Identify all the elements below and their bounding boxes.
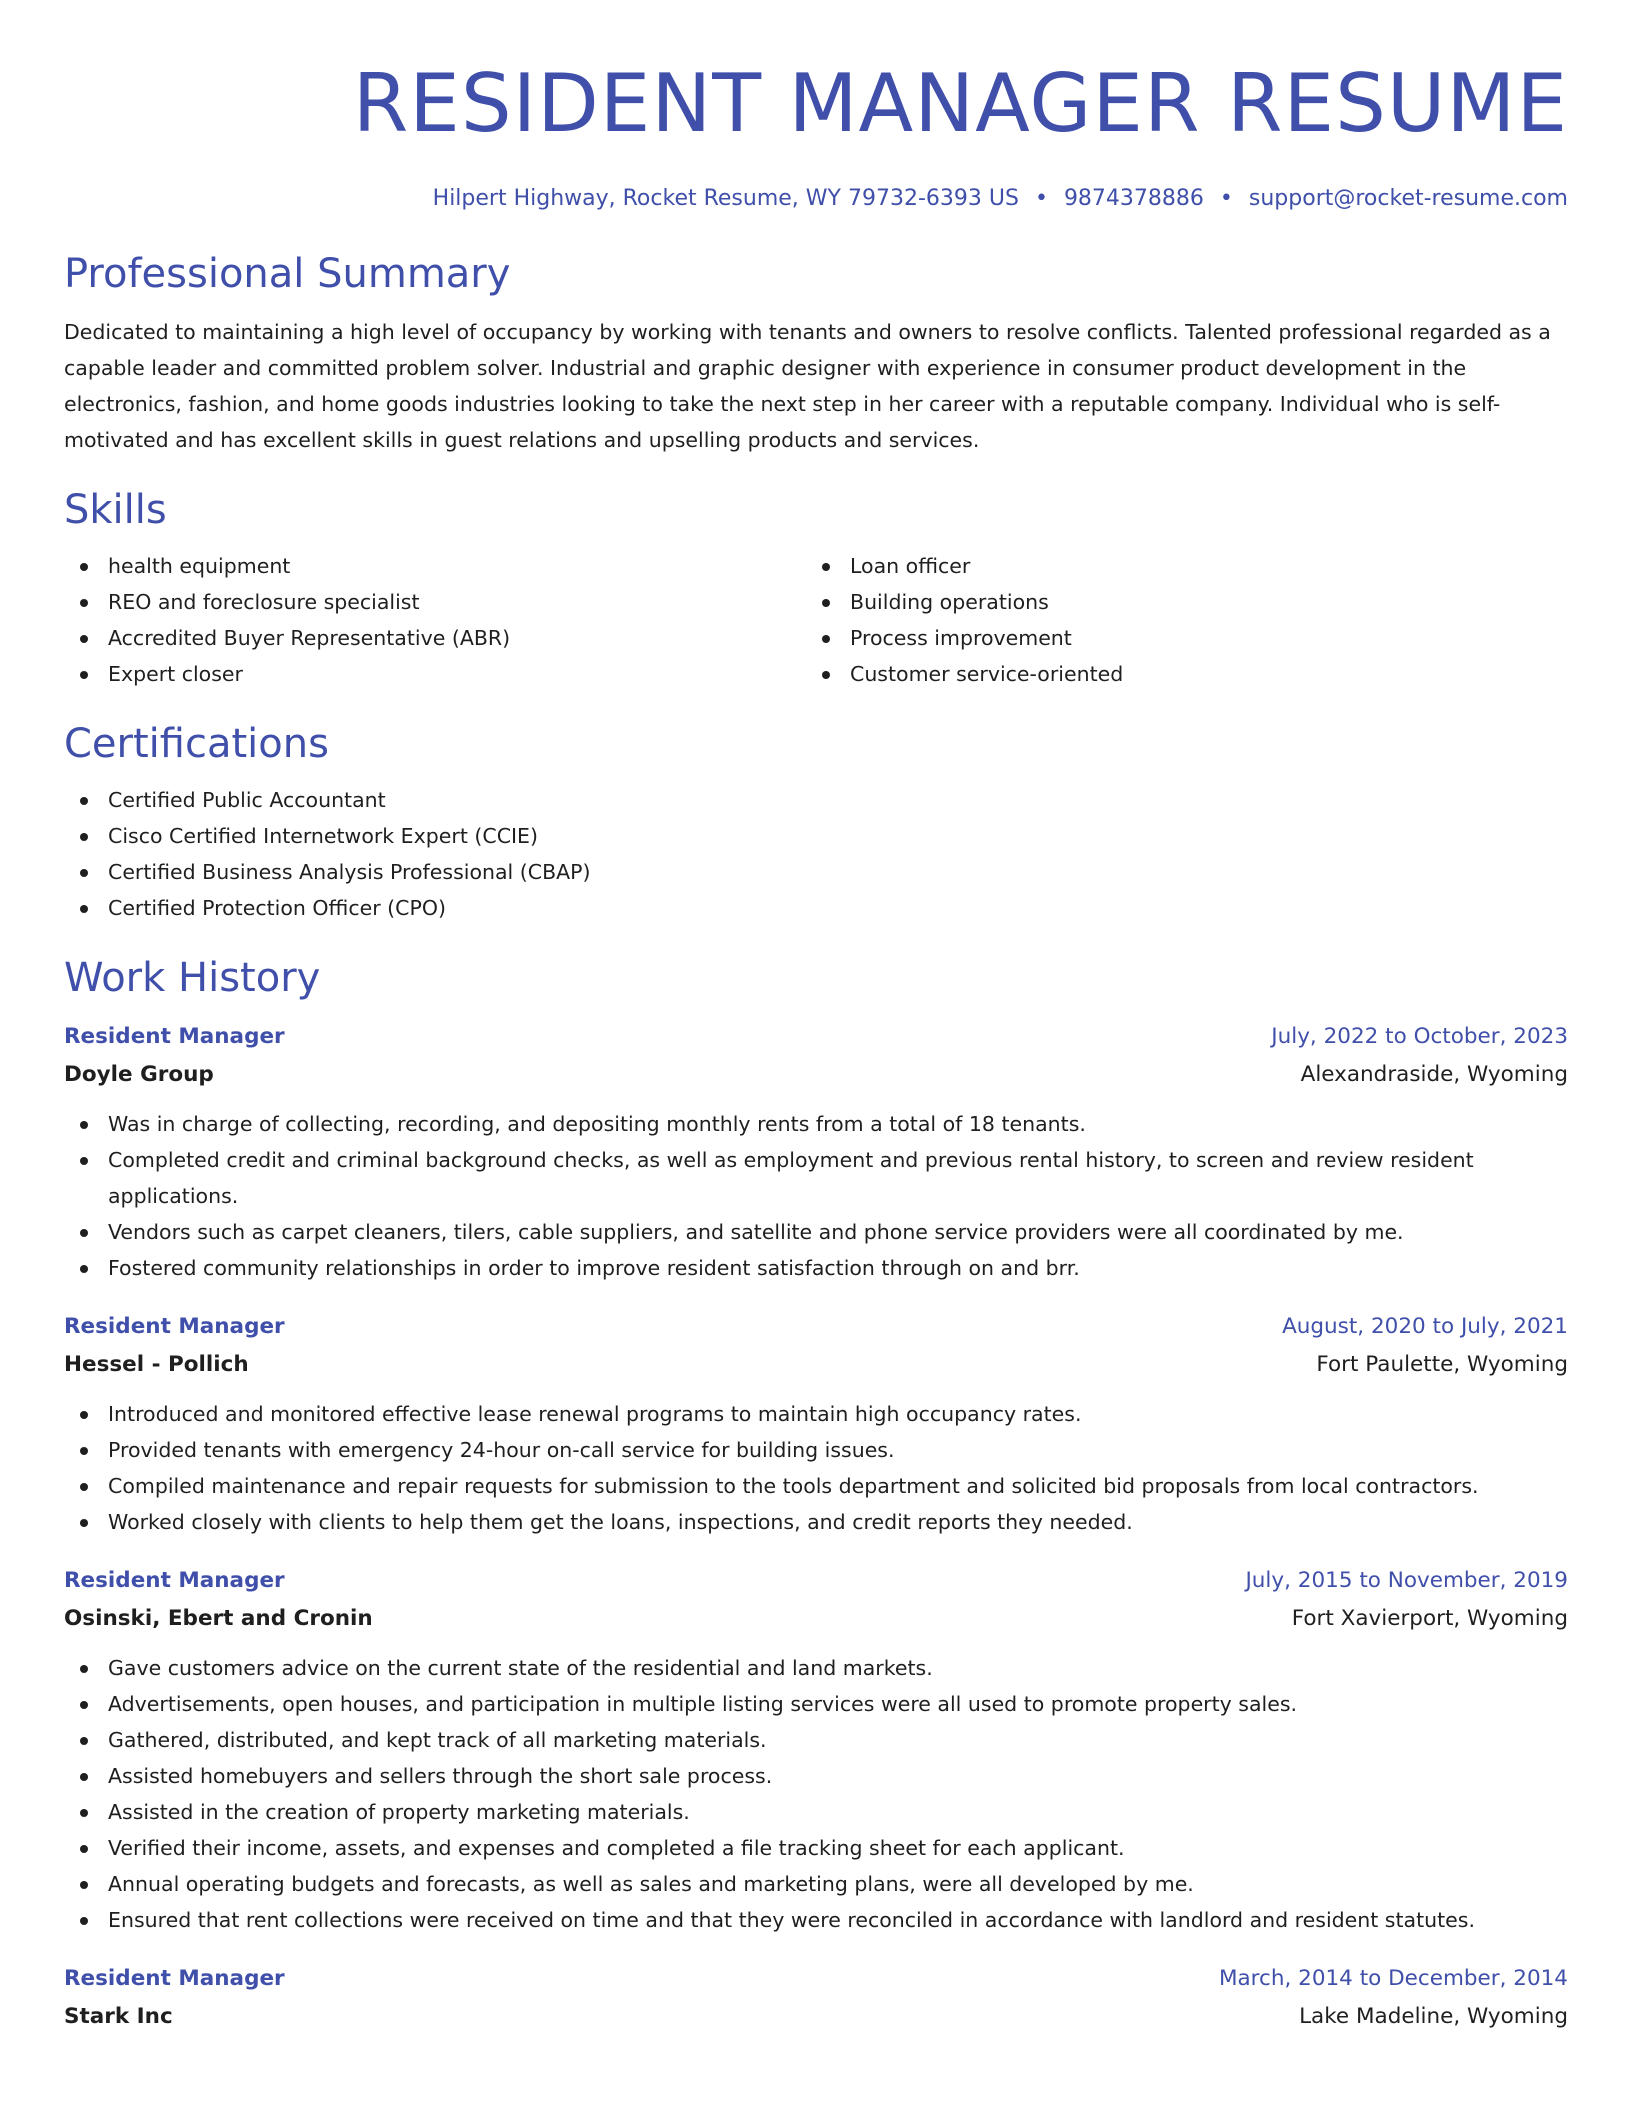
resume-page	[64, 0, 1568, 2112]
certifications-list	[64, 782, 1568, 926]
job-duty-item: Vendors such as carpet cleaners, tilers, cable suppliers, and satellite and phone service providers were all coordinated by me.	[64, 1214, 1568, 1250]
contact-line	[64, 184, 1568, 214]
job-duty-item: Assisted homebuyers and sellers through the short sale process.	[64, 1758, 1568, 1794]
skill-item: Customer service-oriented	[806, 656, 1548, 692]
job-duties-list	[64, 1650, 1568, 1938]
job-location: Fort Paulette, Wyoming	[1316, 1352, 1568, 1377]
job-entry	[64, 1960, 1568, 2036]
job-company: Doyle Group	[64, 1062, 214, 1087]
job-company: Stark Inc	[64, 2004, 173, 2029]
skill-item: Loan officer	[806, 548, 1548, 584]
contact-email[interactable]: support@rocket-resume.com	[1248, 186, 1568, 211]
job-duty-item: Gathered, distributed, and kept track of all marketing materials.	[64, 1722, 1568, 1758]
job-duty-item: Annual operating budgets and forecasts, as well as sales and marketing plans, were all developed by me.	[64, 1866, 1568, 1902]
job-duty-item: Was in charge of collecting, recording, and depositing monthly rents from a total of 18 tenants.	[64, 1106, 1568, 1142]
certification-item: Cisco Certified Internetwork Expert (CCIE)	[64, 818, 1568, 854]
job-location: Alexandraside, Wyoming	[1300, 1062, 1568, 1087]
job-duty-item: Worked closely with clients to help them get the loans, inspections, and credit reports they needed.	[64, 1504, 1568, 1540]
job-dates: August, 2020 to July, 2021	[1282, 1314, 1568, 1339]
job-dates: July, 2022 to October, 2023	[1271, 1024, 1568, 1049]
summary-text: Dedicated to maintaining a high level of occupancy by working with tenants and owners to resolve conflicts. Talented professional regarded as a capable leader and committed problem solver. Industrial and graphic designer with experience in consumer product development in the electronics, fashion, and home goods industries looking to take the next step in her career with a reputable company. Individual who is self-motivated and has excellent skills in guest relations and upselling products and services.	[64, 320, 1551, 452]
job-title: Resident Manager	[64, 1966, 285, 1991]
job-duties-list	[64, 1106, 1568, 1286]
skill-item: REO and foreclosure specialist	[64, 584, 806, 620]
job-title: Resident Manager	[64, 1024, 285, 1049]
job-location: Fort Xavierport, Wyoming	[1291, 1606, 1568, 1631]
job-entry	[64, 1308, 1568, 1540]
skill-item: Expert closer	[64, 656, 806, 692]
skills-column-right	[806, 548, 1548, 692]
job-duty-item: Completed credit and criminal background checks, as well as employment and previous rental history, to screen and review resident applications.	[64, 1142, 1568, 1214]
certification-item: Certified Public Accountant	[64, 782, 1568, 818]
job-title: Resident Manager	[64, 1314, 285, 1339]
resume-title: RESIDENT MANAGER RESUME	[352, 57, 1568, 150]
job-dates: July, 2015 to November, 2019	[1245, 1568, 1568, 1593]
certification-item: Certified Business Analysis Professional (CBAP)	[64, 854, 1568, 890]
contact-address: Hilpert Highway, Rocket Resume, WY 79732-6393 US	[432, 186, 1019, 211]
job-company: Osinski, Ebert and Cronin	[64, 1606, 373, 1631]
job-duty-item: Gave customers advice on the current state of the residential and land markets.	[64, 1650, 1568, 1686]
job-duty-item: Assisted in the creation of property marketing materials.	[64, 1794, 1568, 1830]
job-company: Hessel - Pollich	[64, 1352, 249, 1377]
contact-separator: •	[1219, 186, 1233, 211]
skill-item: Building operations	[806, 584, 1548, 620]
contact-separator: •	[1034, 186, 1048, 211]
job-duty-item: Advertisements, open houses, and participation in multiple listing services were all used to promote property sales.	[64, 1686, 1568, 1722]
job-duty-item: Ensured that rent collections were received on time and that they were reconciled in accordance with landlord and resident statutes.	[64, 1902, 1568, 1938]
job-title: Resident Manager	[64, 1568, 285, 1593]
work-history-heading: Work History	[64, 955, 321, 1001]
job-duty-item: Compiled maintenance and repair requests for submission to the tools department and solicited bid proposals from local contractors.	[64, 1468, 1568, 1504]
job-duty-item: Verified their income, assets, and expenses and completed a file tracking sheet for each applicant.	[64, 1830, 1568, 1866]
job-dates: March, 2014 to December, 2014	[1218, 1966, 1568, 1991]
job-location: Lake Madeline, Wyoming	[1299, 2004, 1568, 2029]
job-duty-item: Fostered community relationships in order to improve resident satisfaction through on and brr.	[64, 1250, 1568, 1286]
summary-heading: Professional Summary	[64, 251, 511, 297]
job-duties-list	[64, 1396, 1568, 1540]
skills-heading: Skills	[64, 487, 167, 533]
contact-phone: 9874378886	[1063, 186, 1204, 211]
skill-item: Process improvement	[806, 620, 1548, 656]
skills-list	[64, 548, 1568, 692]
skills-column-left	[64, 548, 806, 692]
job-duty-item: Introduced and monitored effective lease renewal programs to maintain high occupancy rates.	[64, 1396, 1568, 1432]
job-entry	[64, 1562, 1568, 1938]
skill-item: Accredited Buyer Representative (ABR)	[64, 620, 806, 656]
certifications-heading: Certifications	[64, 721, 329, 767]
certification-item: Certified Protection Officer (CPO)	[64, 890, 1568, 926]
job-entry	[64, 1018, 1568, 1286]
skill-item: health equipment	[64, 548, 806, 584]
job-duty-item: Provided tenants with emergency 24-hour on-call service for building issues.	[64, 1432, 1568, 1468]
